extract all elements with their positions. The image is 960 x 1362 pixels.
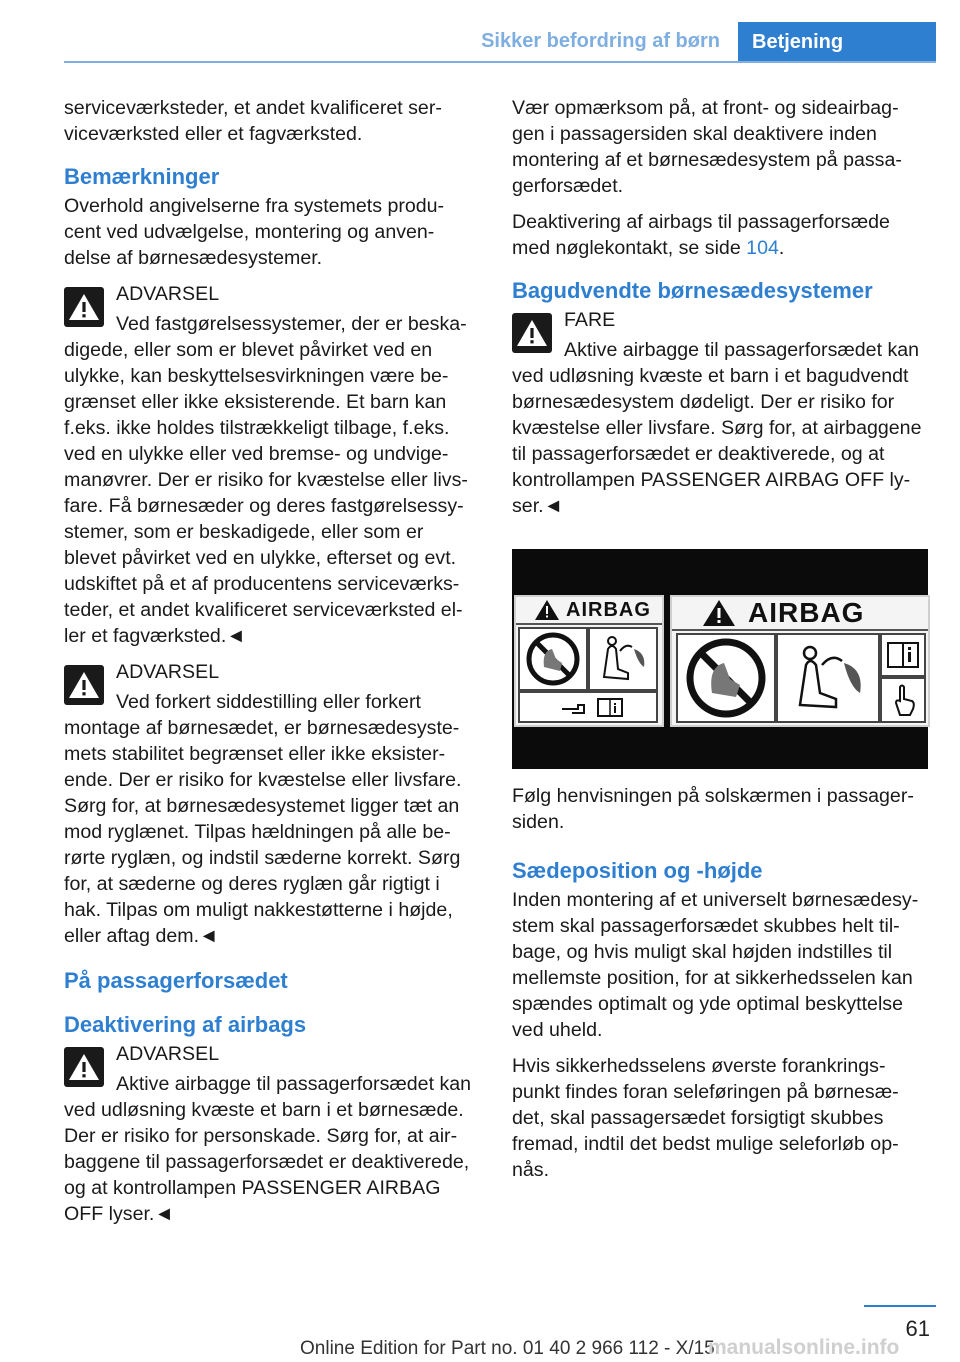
airbag-deploy-icon [588, 627, 658, 691]
heading-notes: Bemærkninger [64, 164, 220, 189]
warning-triangle-icon [64, 287, 104, 327]
text: Deaktivering af airbags til passagerforsæde med nøglekontakt, se side [512, 211, 890, 259]
warning-title: ADVARSEL [116, 283, 220, 305]
paragraph: Overhold angivelserne fra systemets produ-cent ved udvælgelse, montering og anven-delse af børnesædesystemer. [64, 195, 445, 269]
small-airbag-label [514, 595, 664, 727]
page-header [0, 0, 960, 64]
label-text: AIRBAG [748, 597, 865, 628]
warning-block [64, 659, 478, 949]
header-rule [64, 61, 936, 63]
chapter-tab[interactable]: Betjening [738, 22, 936, 63]
paragraph: serviceværksteder, et andet kvalificeret ser-viceværksted eller et fagværksted. [64, 97, 442, 145]
warning-title: ADVARSEL [116, 661, 220, 683]
instruction-row [518, 691, 658, 723]
heading-deactivate-airbags: Deaktivering af airbags [64, 1012, 307, 1037]
heading-seat-position: Sædeposition og -højde [512, 858, 763, 883]
warning-triangle-icon [534, 599, 560, 621]
label-header [672, 597, 928, 631]
heading-rear-facing: Bagudvendte børnesædesystemer [512, 278, 873, 303]
page-link[interactable]: 104 [746, 237, 779, 259]
paragraph: Følg henvisningen på solskærmen i passager-siden. [512, 785, 914, 833]
airbag-deploy-icon [776, 633, 880, 723]
warning-text: Ved forkert siddestilling eller forkert montage af børnesædet, er børnesædesyste-mets stabilitet begrænset eller ikke eksister-ende. Der er risiko for kvæstelse eller livsfare. Sørg for, at børnesædesystemet ligger tæt an mod ryglænet. Tilpas hældningen på alle be-rørte ryglæn, og indstil sæderne korrekt. Sørg for, at sæderne og deres ryglæn går rigtigt i hak. Tilpas om muligt nakkestøtterne i højde, eller aftag dem.◄ [64, 691, 462, 947]
label-text: AIRBAG [566, 598, 651, 621]
warning-title: ADVARSEL [116, 1043, 220, 1065]
left-column [64, 95, 478, 1237]
paragraph: Inden montering af et universelt børnesædesy-stem skal passagerforsædet skubbes helt til-bage, og hvis muligt skal højden indstilles til mellemste position, for at sikkerhedsselen kan spændes optimalt og yde optimal beskyttelse ved uheld. [512, 889, 919, 1041]
text: . [778, 237, 785, 259]
pointing-hand-icon [880, 677, 926, 723]
warning-triangle-icon [702, 599, 736, 627]
footer-rule [864, 1305, 936, 1307]
airbag-warning-label-image [512, 549, 928, 769]
edition-note: Online Edition for Part no. 01 40 2 966 112 - X/15 [300, 1338, 715, 1359]
page-number: 61 [905, 1316, 930, 1341]
paragraph [512, 209, 928, 261]
watermark: manualsonline.info [708, 1336, 900, 1359]
heading-passenger-seat: På passagerforsædet [64, 968, 288, 993]
warning-triangle-icon [64, 1047, 104, 1087]
no-child-seat-icon [676, 633, 776, 723]
manual-book-icon [880, 633, 926, 677]
danger-text: Aktive airbagge til passagerforsædet kan ved udløsning kvæste et barn i et bagudvendt børnesædesystem dødeligt. Der er risiko for kvæstelse eller livsfare. Sørg for, at airbaggene til passagerforsædet er deaktiverede, og at kontrollampen PASSENGER AIRBAG OFF ly-ser.◄ [512, 339, 922, 517]
warning-block [64, 281, 478, 649]
label-header [516, 597, 662, 625]
no-child-seat-icon [518, 627, 588, 691]
danger-title: FARE [564, 309, 616, 331]
warning-text: Aktive airbagge til passagerforsædet kan ved udløsning kvæste et barn i et børnesæde. Der er risiko for personskade. Sørg for, at air-baggene til passagerforsædet er deaktiverede, og at kontrollampen PASSENGER AIRBAG OFF lyser.◄ [64, 1073, 472, 1225]
paragraph: Hvis sikkerhedsselens øverste forankrings-punkt findes foran seleføringen på børnesæ-det, skal passagersædet forsigtigt skubbes fremad, indtil det bedst mulige seleforløb op-nås. [512, 1055, 899, 1181]
paragraph: Vær opmærksom på, at front- og sideairbag-gen i passagersiden skal deaktivere inden montering af et børnesædesystem på passa-gerforsædet. [512, 97, 902, 197]
large-airbag-label [670, 595, 930, 727]
section-title: Sikker befordring af børn [481, 30, 720, 52]
warning-block [64, 1041, 478, 1227]
warning-text: Ved fastgørelsessystemer, der er beska-digede, eller som er blevet påvirket ved en ulykke, kan beskyttelsesvirkningen være be-grænset eller ikke eksisterende. Et barn kan f.eks. ikke holdes tilstrækkeligt tilbage, f.eks. ved en ulykke eller ved bremse- og undvige-manøvrer. Der er risiko for kvæstelse eller livs-fare. Få børnesæder og deres fastgørelsessy-stemer, som er beskadigede, eller som er blevet påvirket ved en ulykke, efterset og evt. udskiftet på et af producentens serviceværks-teder, et andet kvalificeret serviceværksted el-ler et fagværksted.◄ [64, 313, 468, 647]
warning-triangle-icon [64, 665, 104, 705]
danger-block [512, 307, 928, 519]
warning-triangle-icon [512, 313, 552, 353]
right-column [512, 95, 928, 1193]
